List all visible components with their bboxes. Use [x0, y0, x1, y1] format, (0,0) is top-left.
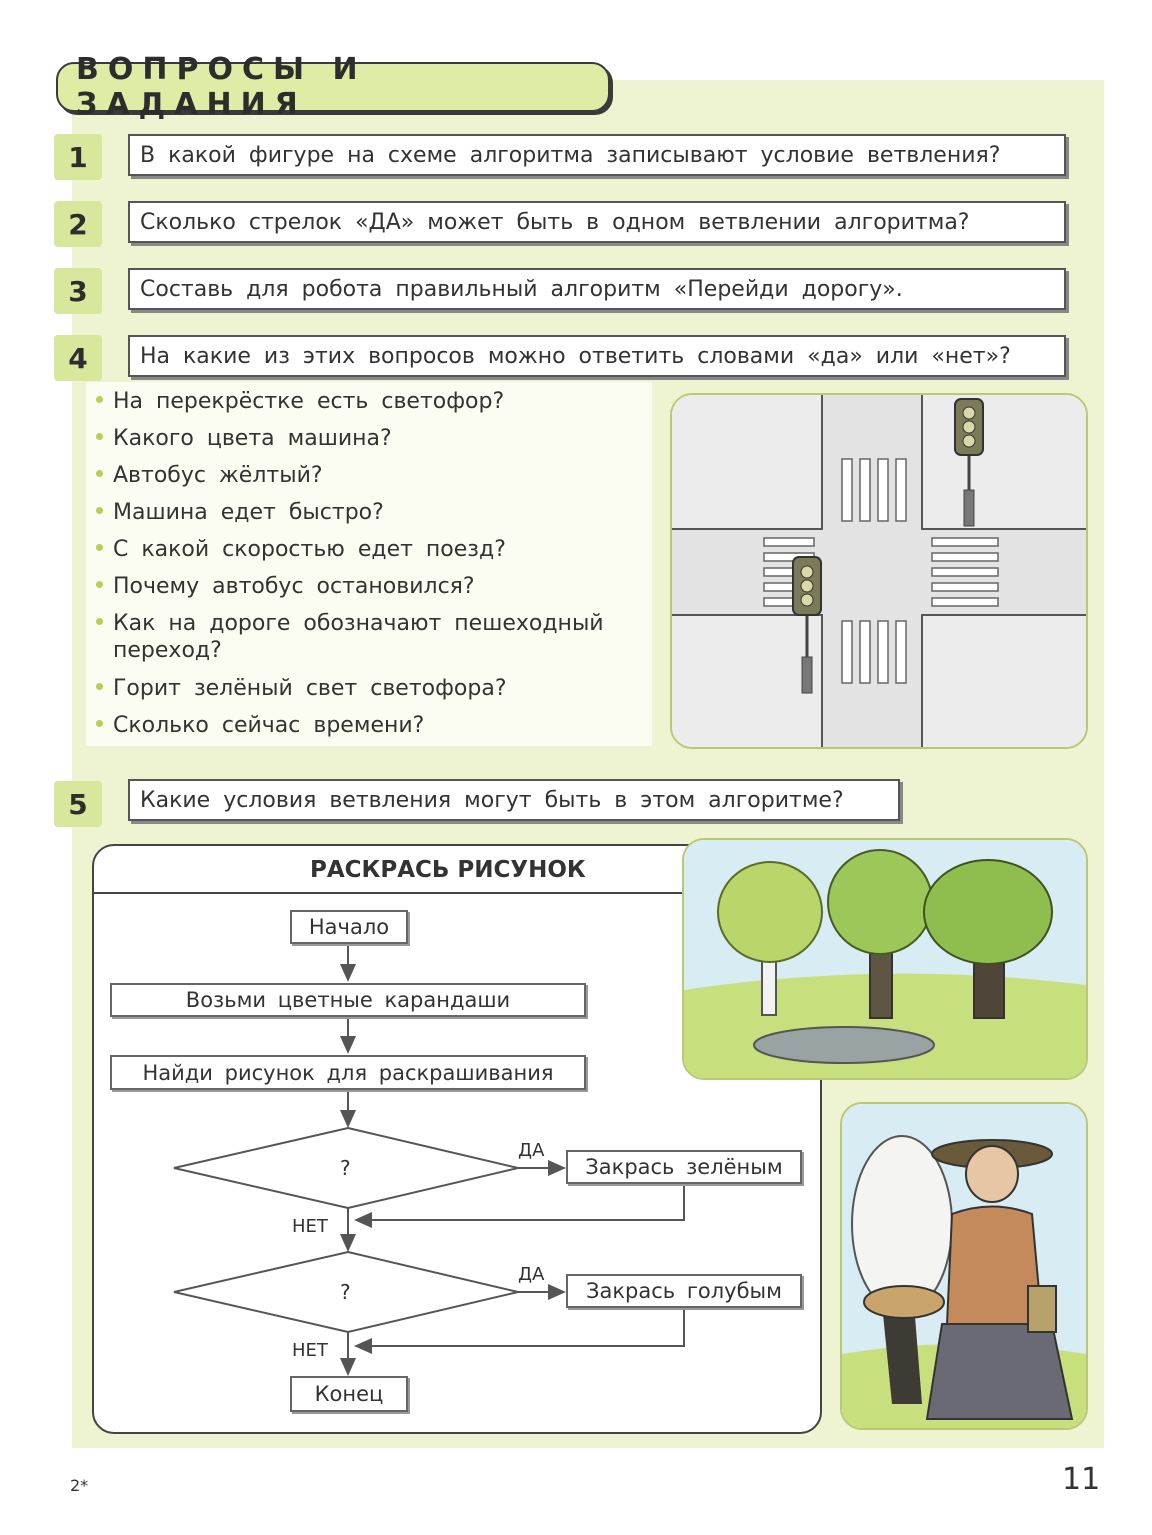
trees-illustration	[682, 838, 1088, 1080]
flowchart-step-take-pencils: Возьми цветные карандаши	[110, 983, 586, 1017]
flowchart-action-green: Закрась зелёным	[566, 1150, 802, 1184]
question-4-options	[86, 382, 652, 746]
crossroads-illustration	[670, 393, 1088, 749]
question-number-2: 2	[54, 201, 102, 247]
question-3	[128, 268, 1066, 310]
flowchart-start: Начало	[290, 910, 408, 944]
question-3-text: Составь для робота правильный алгоритм «Перейди дорогу».	[140, 276, 903, 302]
flowchart-step-find-picture: Найди рисунок для раскрашивания	[110, 1055, 586, 1090]
bullet-icon	[96, 544, 103, 551]
bullet-icon	[96, 618, 103, 625]
list-item: Сколько сейчас времени?	[96, 712, 424, 739]
section-header	[56, 52, 610, 122]
list-item: Горит зелёный свет светофора?	[96, 675, 507, 702]
crossroads-image	[672, 395, 1086, 747]
list-item: На перекрёстке есть светофор?	[96, 388, 504, 415]
flowchart-end: Конец	[290, 1376, 408, 1412]
flowchart-condition-2: ?	[340, 1280, 351, 1304]
question-2-text: Сколько стрелок «ДА» может быть в одном ветвлении алгоритма?	[140, 209, 970, 235]
section-title: ВОПРОСЫ И ЗАДАНИЯ	[76, 52, 367, 122]
list-item: Машина едет быстро?	[96, 499, 384, 526]
question-number-1: 1	[54, 134, 102, 180]
flowchart-no-label-2: НЕТ	[292, 1340, 328, 1361]
bullet-icon	[96, 396, 103, 403]
flowchart-no-label-1: НЕТ	[292, 1216, 328, 1237]
question-5	[128, 779, 900, 821]
page-number: 11	[1062, 1462, 1101, 1497]
list-item: Почему автобус остановился?	[96, 573, 475, 600]
bullet-icon	[96, 683, 103, 690]
flowchart-condition-1: ?	[340, 1156, 351, 1180]
list-item: Как на дороге обозначают пешеходный переход?	[96, 610, 643, 664]
question-5-text: Какие условия ветвления могут быть в этом алгоритме?	[140, 787, 844, 813]
flowchart-yes-label-2: ДА	[518, 1264, 545, 1285]
painter-illustration	[840, 1102, 1088, 1430]
bullet-icon	[96, 470, 103, 477]
bullet-icon	[96, 581, 103, 588]
question-2	[128, 201, 1066, 243]
list-item: Какого цвета машина?	[96, 425, 392, 452]
painter-image	[842, 1104, 1086, 1428]
question-number-3: 3	[54, 268, 102, 314]
question-1	[128, 134, 1066, 176]
bullet-icon	[96, 507, 103, 514]
bullet-icon	[96, 720, 103, 727]
question-4-text: На какие из этих вопросов можно ответить словами «да» или «нет»?	[140, 343, 1011, 369]
question-number-5: 5	[54, 781, 102, 827]
list-item: Автобус жёлтый?	[96, 462, 323, 489]
trees-image	[684, 840, 1086, 1078]
flowchart-title: РАСКРАСЬ РИСУНОК	[310, 857, 586, 883]
question-1-text: В какой фигуре на схеме алгоритма записывают условие ветвления?	[140, 142, 1001, 168]
flowchart-yes-label-1: ДА	[518, 1140, 545, 1161]
list-item: С какой скоростью едет поезд?	[96, 536, 506, 563]
question-number-4: 4	[54, 335, 102, 381]
footer-mark: 2*	[70, 1476, 89, 1495]
bullet-icon	[96, 433, 103, 440]
question-4	[128, 335, 1066, 377]
flowchart-action-blue: Закрась голубым	[566, 1274, 802, 1308]
